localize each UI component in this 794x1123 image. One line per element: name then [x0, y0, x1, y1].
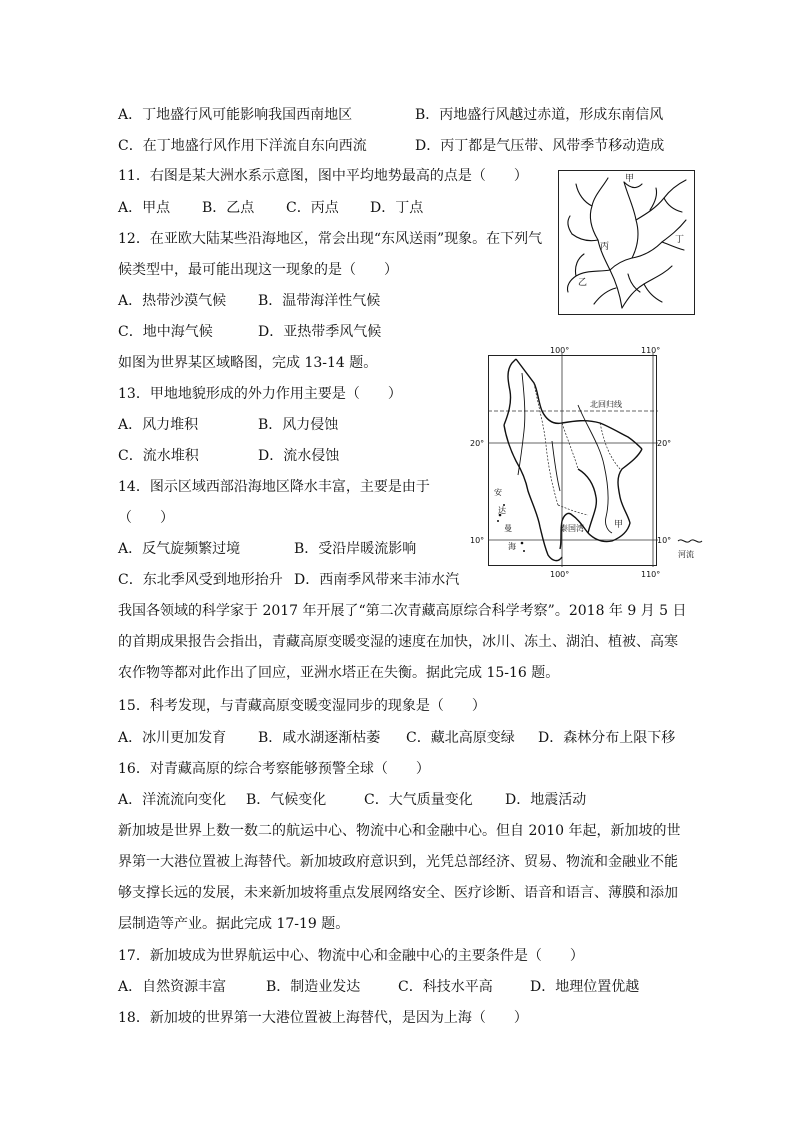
q10-option-c[interactable]: C．在丁地盛行风作用下洋流自东向西流 — [118, 138, 367, 154]
q13-option-a[interactable]: A．风力堆积 — [118, 417, 199, 433]
q15-option-a[interactable]: A．冰川更加发育 — [118, 730, 227, 746]
intro-15-16-line3: 农作物等都对此作出了回应，亚洲水塔正在失衡。据此完成 15-16 题。 — [118, 665, 560, 681]
map2-label-jia: 甲 — [614, 520, 624, 530]
q15-option-c[interactable]: C．藏北高原变绿 — [406, 730, 515, 746]
q16-stem: 16．对青藏高原的综合考察能够预警全球（ ） — [118, 761, 430, 777]
q13-option-b[interactable]: B．风力侵蚀 — [258, 417, 339, 433]
map1-label-yi: 乙 — [578, 278, 588, 288]
map1-label-ding: 丁 — [675, 235, 685, 245]
q16-option-c[interactable]: C．大气质量变化 — [364, 792, 473, 808]
intro-15-16-line2: 的首期成果报告会指出，青藏高原变暖变湿的速度在加快，冰川、冻土、湖泊、植被、高寒 — [118, 634, 678, 650]
intro-15-16-line1: 我国各领域的科学家于 2017 年开展了“第二次青藏高原综合科学考察”。2018 年 9 月 5 日 — [118, 603, 687, 619]
q11-option-a[interactable]: A．甲点 — [118, 200, 171, 216]
q17-option-d[interactable]: D．地理位置优越 — [530, 979, 640, 995]
q17-option-c[interactable]: C．科技水平高 — [398, 979, 493, 995]
q14-stem-line1: 14．图示区域西部沿海地区降水丰富，主要是由于 — [118, 479, 430, 495]
q13-option-c[interactable]: C．流水堆积 — [118, 448, 199, 464]
intro-17-19-line1: 新加坡是世界上数一数二的航运中心、物流中心和金融中心。但自 2010 年起，新加坡的世 — [118, 823, 681, 839]
map2-lat-10-right: 10° — [657, 536, 672, 545]
map2-sea-man: 曼 — [504, 524, 512, 533]
q15-stem: 15．科考发现，与青藏高原变暖变湿同步的现象是（ ） — [118, 698, 486, 714]
q13-option-d[interactable]: D．流水侵蚀 — [258, 448, 340, 464]
map2-lon-100-top: 100° — [550, 346, 570, 355]
map2-lon-100-bottom: 100° — [550, 570, 570, 579]
intro-17-19-line2: 界第一大港位置被上海替代。新加坡政府意识到，光凭总部经济、贸易、物流和金融业不能 — [118, 854, 678, 870]
q14-option-b[interactable]: B．受沿岸暖流影响 — [294, 541, 417, 557]
map2-lon-110-bottom: 110° — [641, 570, 661, 579]
intro-13-14: 如图为世界某区域略图，完成 13-14 题。 — [118, 355, 378, 371]
map2-lat-20-left: 20° — [470, 439, 485, 448]
q12-option-d[interactable]: D．亚热带季风气候 — [258, 324, 382, 340]
q11-stem: 11．右图是某大洲水系示意图，图中平均地势最高的点是（ ） — [118, 168, 528, 184]
intro-17-19-line3: 够支撑长远的发展，未来新加坡将重点发展网络安全、医疗诊断、语音和语言、薄膜和添加 — [118, 885, 678, 901]
q17-option-a[interactable]: A．自然资源丰富 — [118, 979, 227, 995]
q14-option-d[interactable]: D．西南季风带来丰沛水汽 — [294, 572, 460, 588]
q15-option-d[interactable]: D．森林分布上限下移 — [538, 730, 676, 746]
q10-option-b[interactable]: B．丙地盛行风越过赤道，形成东南信风 — [415, 107, 664, 123]
map2-legend-river: 河流 — [678, 550, 694, 559]
q16-option-d[interactable]: D．地震活动 — [505, 792, 587, 808]
q18-stem: 18．新加坡的世界第一大港位置被上海替代，是因为上海（ ） — [118, 1010, 528, 1026]
map1-label-bing: 丙 — [600, 242, 610, 252]
map2-lat-20-right: 20° — [657, 439, 672, 448]
q16-option-a[interactable]: A．洋流流向变化 — [118, 792, 227, 808]
map2-sea-hai: 海 — [508, 542, 516, 551]
river-legend-icon — [678, 540, 702, 542]
southeast-asia-map — [470, 345, 710, 581]
q12-option-a[interactable]: A．热带沙漠气候 — [118, 293, 227, 309]
river-system-map — [558, 170, 695, 315]
q11-option-c[interactable]: C．丙点 — [286, 200, 339, 216]
q17-option-b[interactable]: B．制造业发达 — [266, 979, 361, 995]
q10-option-d[interactable]: D．丙丁都是气压带、风带季节移动造成 — [415, 138, 665, 154]
map2-lon-110-top: 110° — [641, 346, 661, 355]
q12-stem-line1: 12．在亚欧大陆某些沿海地区，常会出现“东风送雨”现象。在下列气 — [118, 231, 543, 247]
q16-option-b[interactable]: B．气候变化 — [246, 792, 327, 808]
q12-stem-line2: 候类型中，最可能出现这一现象的是（ ） — [118, 262, 398, 278]
q14-stem-line2: （ ） — [118, 510, 174, 526]
q10-option-a[interactable]: A．丁地盛行风可能影响我国西南地区 — [118, 107, 353, 123]
q14-option-c[interactable]: C．东北季风受到地形抬升 — [118, 572, 283, 588]
q12-option-c[interactable]: C．地中海气候 — [118, 324, 213, 340]
map2-sea-an: 安 — [494, 488, 502, 497]
q17-stem: 17．新加坡成为世界航运中心、物流中心和金融中心的主要条件是（ ） — [118, 948, 584, 964]
q11-option-b[interactable]: B．乙点 — [202, 200, 255, 216]
map2-sea-da: 达 — [498, 506, 506, 515]
q11-option-d[interactable]: D．丁点 — [370, 200, 424, 216]
map2-tropic-label: 北回归线 — [590, 400, 622, 409]
map2-gulf-label: 泰国湾 — [560, 524, 584, 533]
q13-stem: 13．甲地地貌形成的外力作用主要是（ ） — [118, 386, 402, 402]
q14-option-a[interactable]: A．反气旋频繁过境 — [118, 541, 241, 557]
map1-label-jia: 甲 — [625, 174, 635, 184]
q12-option-b[interactable]: B．温带海洋性气候 — [258, 293, 381, 309]
intro-17-19-line4: 层制造等产业。据此完成 17-19 题。 — [118, 916, 350, 932]
map2-lat-10-left: 10° — [470, 536, 485, 545]
q15-option-b[interactable]: B．咸水湖逐渐枯萎 — [258, 730, 381, 746]
